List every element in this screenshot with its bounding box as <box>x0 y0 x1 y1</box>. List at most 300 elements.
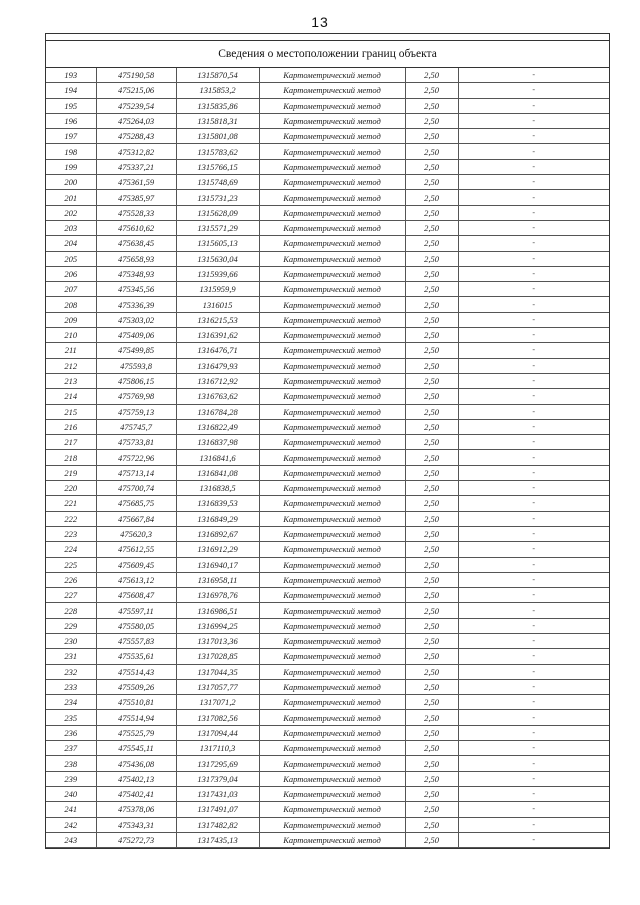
method-cell: Картометрический метод <box>259 190 405 205</box>
y-coordinate-cell: 1317082,56 <box>176 710 259 725</box>
point-number-cell: 201 <box>46 190 96 205</box>
table-row <box>46 312 609 327</box>
table-row <box>46 465 609 480</box>
x-coordinate-cell: 475713,14 <box>96 465 176 480</box>
y-coordinate-cell: 1316837,98 <box>176 435 259 450</box>
method-cell: Картометрический метод <box>259 832 405 847</box>
accuracy-cell: 2,50 <box>405 771 458 786</box>
point-number-cell: 219 <box>46 465 96 480</box>
description-cell: - <box>458 588 609 603</box>
x-coordinate-cell: 475402,13 <box>96 771 176 786</box>
point-number-cell: 202 <box>46 205 96 220</box>
accuracy-cell: 2,50 <box>405 649 458 664</box>
point-number-cell: 233 <box>46 679 96 694</box>
description-cell: - <box>458 328 609 343</box>
accuracy-cell: 2,50 <box>405 679 458 694</box>
table-row <box>46 832 609 847</box>
table-row <box>46 588 609 603</box>
description-cell: - <box>458 68 609 83</box>
y-coordinate-cell: 1316841,6 <box>176 450 259 465</box>
description-cell: - <box>458 113 609 128</box>
point-number-cell: 235 <box>46 710 96 725</box>
description-cell: - <box>458 695 609 710</box>
header-top-strip <box>46 34 609 41</box>
accuracy-cell: 2,50 <box>405 588 458 603</box>
description-cell: - <box>458 312 609 327</box>
description-cell: - <box>458 557 609 572</box>
point-number-cell: 214 <box>46 389 96 404</box>
point-number-cell: 206 <box>46 266 96 281</box>
method-cell: Картометрический метод <box>259 68 405 83</box>
point-number-cell: 204 <box>46 236 96 251</box>
point-number-cell: 217 <box>46 435 96 450</box>
point-number-cell: 236 <box>46 725 96 740</box>
table-row <box>46 190 609 205</box>
point-number-cell: 211 <box>46 343 96 358</box>
y-coordinate-cell: 1317482,82 <box>176 817 259 832</box>
x-coordinate-cell: 475608,47 <box>96 588 176 603</box>
point-number-cell: 216 <box>46 419 96 434</box>
accuracy-cell: 2,50 <box>405 695 458 710</box>
table-row <box>46 358 609 373</box>
description-cell: - <box>458 633 609 648</box>
y-coordinate-cell: 1316892,67 <box>176 526 259 541</box>
table-row <box>46 297 609 312</box>
description-cell: - <box>458 832 609 847</box>
method-cell: Картометрический метод <box>259 511 405 526</box>
table-row <box>46 389 609 404</box>
method-cell: Картометрический метод <box>259 144 405 159</box>
method-cell: Картометрический метод <box>259 786 405 801</box>
method-cell: Картометрический метод <box>259 129 405 144</box>
point-number-cell: 224 <box>46 542 96 557</box>
table-row <box>46 343 609 358</box>
accuracy-cell: 2,50 <box>405 83 458 98</box>
x-coordinate-cell: 475288,43 <box>96 129 176 144</box>
x-coordinate-cell: 475312,82 <box>96 144 176 159</box>
x-coordinate-cell: 475190,58 <box>96 68 176 83</box>
x-coordinate-cell: 475613,12 <box>96 572 176 587</box>
x-coordinate-cell: 475610,62 <box>96 220 176 235</box>
point-number-cell: 210 <box>46 328 96 343</box>
accuracy-cell: 2,50 <box>405 435 458 450</box>
x-coordinate-cell: 475745,7 <box>96 419 176 434</box>
description-cell: - <box>458 220 609 235</box>
x-coordinate-cell: 475264,03 <box>96 113 176 128</box>
method-cell: Картометрический метод <box>259 695 405 710</box>
description-cell: - <box>458 741 609 756</box>
method-cell: Картометрический метод <box>259 771 405 786</box>
method-cell: Картометрический метод <box>259 603 405 618</box>
table-row <box>46 328 609 343</box>
accuracy-cell: 2,50 <box>405 343 458 358</box>
x-coordinate-cell: 475409,06 <box>96 328 176 343</box>
table-row <box>46 664 609 679</box>
accuracy-cell: 2,50 <box>405 373 458 388</box>
method-cell: Картометрический метод <box>259 266 405 281</box>
description-cell: - <box>458 725 609 740</box>
method-cell: Картометрический метод <box>259 465 405 480</box>
x-coordinate-cell: 475514,94 <box>96 710 176 725</box>
x-coordinate-cell: 475597,11 <box>96 603 176 618</box>
description-cell: - <box>458 756 609 771</box>
description-cell: - <box>458 679 609 694</box>
point-number-cell: 230 <box>46 633 96 648</box>
x-coordinate-cell: 475557,83 <box>96 633 176 648</box>
description-cell: - <box>458 404 609 419</box>
x-coordinate-cell: 475509,26 <box>96 679 176 694</box>
point-number-cell: 199 <box>46 159 96 174</box>
accuracy-cell: 2,50 <box>405 664 458 679</box>
accuracy-cell: 2,50 <box>405 496 458 511</box>
x-coordinate-cell: 475658,93 <box>96 251 176 266</box>
y-coordinate-cell: 1316978,76 <box>176 588 259 603</box>
accuracy-cell: 2,50 <box>405 618 458 633</box>
y-coordinate-cell: 1316015 <box>176 297 259 312</box>
table-row <box>46 113 609 128</box>
method-cell: Картометрический метод <box>259 83 405 98</box>
description-cell: - <box>458 450 609 465</box>
page-number: 13 <box>311 14 329 30</box>
table-row <box>46 542 609 557</box>
table-row <box>46 236 609 251</box>
x-coordinate-cell: 475722,96 <box>96 450 176 465</box>
y-coordinate-cell: 1316940,17 <box>176 557 259 572</box>
point-number-cell: 229 <box>46 618 96 633</box>
y-coordinate-cell: 1317028,85 <box>176 649 259 664</box>
method-cell: Картометрический метод <box>259 557 405 572</box>
x-coordinate-cell: 475667,84 <box>96 511 176 526</box>
y-coordinate-cell: 1315818,31 <box>176 113 259 128</box>
table-row <box>46 603 609 618</box>
table-row <box>46 618 609 633</box>
table-row <box>46 481 609 496</box>
point-number-cell: 195 <box>46 98 96 113</box>
y-coordinate-cell: 1316476,71 <box>176 343 259 358</box>
table-row <box>46 83 609 98</box>
accuracy-cell: 2,50 <box>405 419 458 434</box>
y-coordinate-cell: 1315870,54 <box>176 68 259 83</box>
table-row <box>46 649 609 664</box>
table-row <box>46 741 609 756</box>
point-number-cell: 242 <box>46 817 96 832</box>
accuracy-cell: 2,50 <box>405 68 458 83</box>
table-row <box>46 175 609 190</box>
accuracy-cell: 2,50 <box>405 282 458 297</box>
accuracy-cell: 2,50 <box>405 572 458 587</box>
method-cell: Картометрический метод <box>259 802 405 817</box>
y-coordinate-cell: 1316994,25 <box>176 618 259 633</box>
accuracy-cell: 2,50 <box>405 710 458 725</box>
description-cell: - <box>458 572 609 587</box>
table-row <box>46 771 609 786</box>
method-cell: Картометрический метод <box>259 358 405 373</box>
y-coordinate-cell: 1316784,28 <box>176 404 259 419</box>
description-cell: - <box>458 144 609 159</box>
accuracy-cell: 2,50 <box>405 786 458 801</box>
description-cell: - <box>458 343 609 358</box>
x-coordinate-cell: 475215,06 <box>96 83 176 98</box>
method-cell: Картометрический метод <box>259 297 405 312</box>
x-coordinate-cell: 475620,3 <box>96 526 176 541</box>
point-number-cell: 197 <box>46 129 96 144</box>
method-cell: Картометрический метод <box>259 389 405 404</box>
y-coordinate-cell: 1317110,3 <box>176 741 259 756</box>
accuracy-cell: 2,50 <box>405 220 458 235</box>
y-coordinate-cell: 1317044,35 <box>176 664 259 679</box>
method-cell: Картометрический метод <box>259 572 405 587</box>
description-cell: - <box>458 817 609 832</box>
x-coordinate-cell: 475336,39 <box>96 297 176 312</box>
method-cell: Картометрический метод <box>259 679 405 694</box>
method-cell: Картометрический метод <box>259 481 405 496</box>
y-coordinate-cell: 1315939,66 <box>176 266 259 281</box>
method-cell: Картометрический метод <box>259 435 405 450</box>
y-coordinate-cell: 1316822,49 <box>176 419 259 434</box>
y-coordinate-cell: 1317071,2 <box>176 695 259 710</box>
accuracy-cell: 2,50 <box>405 175 458 190</box>
table-row <box>46 144 609 159</box>
table-row <box>46 710 609 725</box>
table-row <box>46 786 609 801</box>
y-coordinate-cell: 1315571,29 <box>176 220 259 235</box>
table-row <box>46 129 609 144</box>
table-row <box>46 419 609 434</box>
y-coordinate-cell: 1315628,09 <box>176 205 259 220</box>
boundary-table-sheet <box>45 33 610 849</box>
description-cell: - <box>458 98 609 113</box>
description-cell: - <box>458 373 609 388</box>
point-number-cell: 203 <box>46 220 96 235</box>
y-coordinate-cell: 1316479,93 <box>176 358 259 373</box>
table-row <box>46 679 609 694</box>
description-cell: - <box>458 297 609 312</box>
table-row <box>46 266 609 281</box>
y-coordinate-cell: 1316986,51 <box>176 603 259 618</box>
y-coordinate-cell: 1317379,04 <box>176 771 259 786</box>
y-coordinate-cell: 1317094,44 <box>176 725 259 740</box>
method-cell: Картометрический метод <box>259 404 405 419</box>
accuracy-cell: 2,50 <box>405 328 458 343</box>
table-row <box>46 511 609 526</box>
y-coordinate-cell: 1315853,2 <box>176 83 259 98</box>
table-row <box>46 404 609 419</box>
method-cell: Картометрический метод <box>259 756 405 771</box>
method-cell: Картометрический метод <box>259 113 405 128</box>
x-coordinate-cell: 475514,43 <box>96 664 176 679</box>
point-number-cell: 222 <box>46 511 96 526</box>
description-cell: - <box>458 649 609 664</box>
x-coordinate-cell: 475378,06 <box>96 802 176 817</box>
y-coordinate-cell: 1316839,53 <box>176 496 259 511</box>
x-coordinate-cell: 475337,21 <box>96 159 176 174</box>
table-row <box>46 220 609 235</box>
description-cell: - <box>458 481 609 496</box>
point-number-cell: 209 <box>46 312 96 327</box>
point-number-cell: 205 <box>46 251 96 266</box>
x-coordinate-cell: 475361,59 <box>96 175 176 190</box>
description-cell: - <box>458 618 609 633</box>
table-row <box>46 282 609 297</box>
method-cell: Картометрический метод <box>259 649 405 664</box>
x-coordinate-cell: 475385,97 <box>96 190 176 205</box>
y-coordinate-cell: 1316712,92 <box>176 373 259 388</box>
description-cell: - <box>458 175 609 190</box>
y-coordinate-cell: 1315748,69 <box>176 175 259 190</box>
x-coordinate-cell: 475535,61 <box>96 649 176 664</box>
point-number-cell: 223 <box>46 526 96 541</box>
accuracy-cell: 2,50 <box>405 113 458 128</box>
x-coordinate-cell: 475510,81 <box>96 695 176 710</box>
method-cell: Картометрический метод <box>259 710 405 725</box>
table-row <box>46 205 609 220</box>
table-row <box>46 633 609 648</box>
point-number-cell: 231 <box>46 649 96 664</box>
accuracy-cell: 2,50 <box>405 251 458 266</box>
point-number-cell: 207 <box>46 282 96 297</box>
method-cell: Картометрический метод <box>259 741 405 756</box>
method-cell: Картометрический метод <box>259 312 405 327</box>
description-cell: - <box>458 542 609 557</box>
description-cell: - <box>458 190 609 205</box>
method-cell: Картометрический метод <box>259 817 405 832</box>
accuracy-cell: 2,50 <box>405 603 458 618</box>
description-cell: - <box>458 251 609 266</box>
accuracy-cell: 2,50 <box>405 817 458 832</box>
x-coordinate-cell: 475303,02 <box>96 312 176 327</box>
description-cell: - <box>458 159 609 174</box>
table-body <box>46 68 609 848</box>
description-cell: - <box>458 236 609 251</box>
table-row <box>46 435 609 450</box>
description-cell: - <box>458 771 609 786</box>
accuracy-cell: 2,50 <box>405 358 458 373</box>
x-coordinate-cell: 475609,45 <box>96 557 176 572</box>
y-coordinate-cell: 1316391,62 <box>176 328 259 343</box>
y-coordinate-cell: 1317435,13 <box>176 832 259 847</box>
y-coordinate-cell: 1316838,5 <box>176 481 259 496</box>
accuracy-cell: 2,50 <box>405 297 458 312</box>
x-coordinate-cell: 475343,31 <box>96 817 176 832</box>
point-number-cell: 225 <box>46 557 96 572</box>
y-coordinate-cell: 1315605,13 <box>176 236 259 251</box>
method-cell: Картометрический метод <box>259 343 405 358</box>
table-row <box>46 695 609 710</box>
point-number-cell: 228 <box>46 603 96 618</box>
x-coordinate-cell: 475685,75 <box>96 496 176 511</box>
method-cell: Картометрический метод <box>259 664 405 679</box>
description-cell: - <box>458 802 609 817</box>
accuracy-cell: 2,50 <box>405 511 458 526</box>
point-number-cell: 194 <box>46 83 96 98</box>
accuracy-cell: 2,50 <box>405 465 458 480</box>
point-number-cell: 241 <box>46 802 96 817</box>
y-coordinate-cell: 1315801,08 <box>176 129 259 144</box>
accuracy-cell: 2,50 <box>405 481 458 496</box>
description-cell: - <box>458 465 609 480</box>
accuracy-cell: 2,50 <box>405 144 458 159</box>
y-coordinate-cell: 1316912,29 <box>176 542 259 557</box>
point-number-cell: 237 <box>46 741 96 756</box>
method-cell: Картометрический метод <box>259 588 405 603</box>
point-number-cell: 238 <box>46 756 96 771</box>
table-row <box>46 817 609 832</box>
method-cell: Картометрический метод <box>259 542 405 557</box>
y-coordinate-cell: 1317057,77 <box>176 679 259 694</box>
accuracy-cell: 2,50 <box>405 205 458 220</box>
accuracy-cell: 2,50 <box>405 404 458 419</box>
y-coordinate-cell: 1315766,15 <box>176 159 259 174</box>
x-coordinate-cell: 475525,79 <box>96 725 176 740</box>
y-coordinate-cell: 1316763,62 <box>176 389 259 404</box>
accuracy-cell: 2,50 <box>405 389 458 404</box>
table-row <box>46 159 609 174</box>
method-cell: Картометрический метод <box>259 526 405 541</box>
accuracy-cell: 2,50 <box>405 190 458 205</box>
point-number-cell: 240 <box>46 786 96 801</box>
description-cell: - <box>458 266 609 281</box>
accuracy-cell: 2,50 <box>405 526 458 541</box>
point-number-cell: 213 <box>46 373 96 388</box>
method-cell: Картометрический метод <box>259 98 405 113</box>
x-coordinate-cell: 475612,55 <box>96 542 176 557</box>
table-row <box>46 557 609 572</box>
table-row <box>46 251 609 266</box>
method-cell: Картометрический метод <box>259 205 405 220</box>
accuracy-cell: 2,50 <box>405 542 458 557</box>
accuracy-cell: 2,50 <box>405 741 458 756</box>
accuracy-cell: 2,50 <box>405 312 458 327</box>
table-row <box>46 572 609 587</box>
x-coordinate-cell: 475345,56 <box>96 282 176 297</box>
method-cell: Картометрический метод <box>259 328 405 343</box>
method-cell: Картометрический метод <box>259 236 405 251</box>
point-number-cell: 232 <box>46 664 96 679</box>
point-number-cell: 227 <box>46 588 96 603</box>
method-cell: Картометрический метод <box>259 496 405 511</box>
point-number-cell: 196 <box>46 113 96 128</box>
x-coordinate-cell: 475436,08 <box>96 756 176 771</box>
description-cell: - <box>458 435 609 450</box>
description-cell: - <box>458 496 609 511</box>
x-coordinate-cell: 475759,13 <box>96 404 176 419</box>
method-cell: Картометрический метод <box>259 220 405 235</box>
method-cell: Картометрический метод <box>259 633 405 648</box>
description-cell: - <box>458 664 609 679</box>
method-cell: Картометрический метод <box>259 725 405 740</box>
accuracy-cell: 2,50 <box>405 98 458 113</box>
table-row <box>46 802 609 817</box>
method-cell: Картометрический метод <box>259 159 405 174</box>
table-row <box>46 725 609 740</box>
table-row <box>46 68 609 83</box>
y-coordinate-cell: 1316958,11 <box>176 572 259 587</box>
accuracy-cell: 2,50 <box>405 802 458 817</box>
table-row <box>46 526 609 541</box>
y-coordinate-cell: 1317431,03 <box>176 786 259 801</box>
point-number-cell: 239 <box>46 771 96 786</box>
table-row <box>46 496 609 511</box>
description-cell: - <box>458 511 609 526</box>
y-coordinate-cell: 1317295,69 <box>176 756 259 771</box>
x-coordinate-cell: 475700,74 <box>96 481 176 496</box>
accuracy-cell: 2,50 <box>405 266 458 281</box>
y-coordinate-cell: 1317491,07 <box>176 802 259 817</box>
point-number-cell: 220 <box>46 481 96 496</box>
x-coordinate-cell: 475769,98 <box>96 389 176 404</box>
y-coordinate-cell: 1315959,9 <box>176 282 259 297</box>
description-cell: - <box>458 786 609 801</box>
